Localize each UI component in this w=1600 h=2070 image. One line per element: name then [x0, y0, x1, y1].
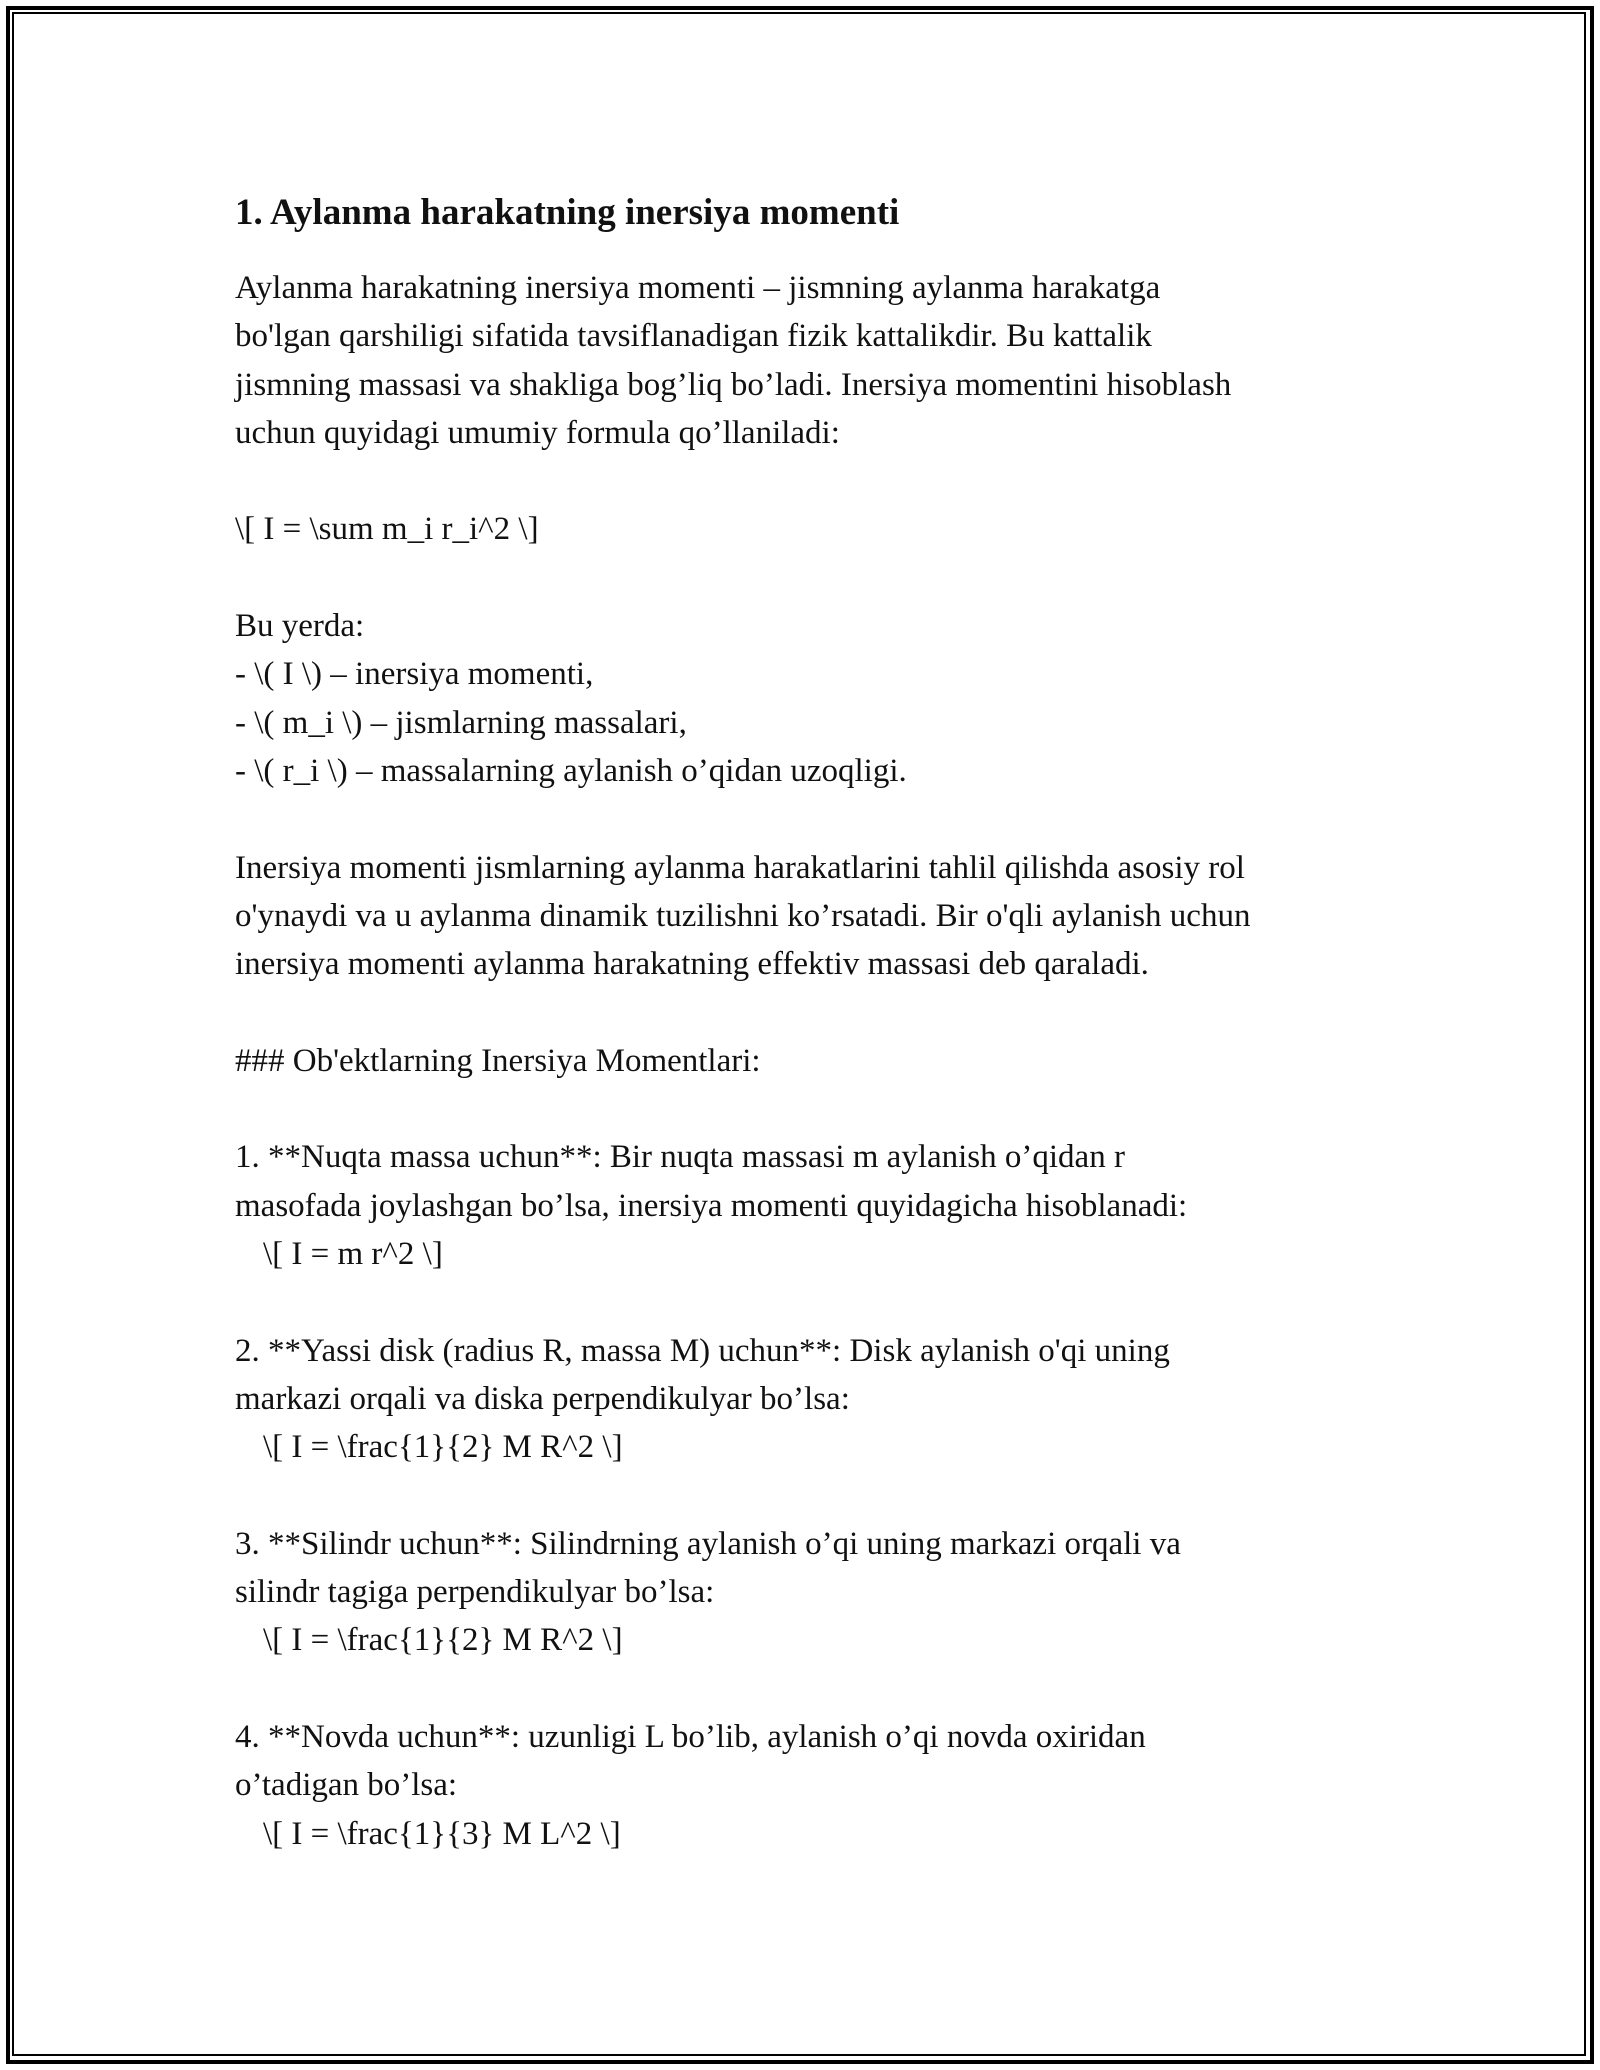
- page-title: 1. Aylanma harakatning inersiya momenti: [235, 192, 900, 233]
- list-item-cylinder: [235, 1520, 1375, 1665]
- intro-line: uchun quyidagi umumiy formula qo’llaniladi:: [235, 414, 840, 451]
- general-formula: \[ I = \sum m_i r_i^2 \]: [235, 511, 539, 548]
- paragraph-line: Inersiya momenti jismlarning aylanma harakatlarini tahlil qilishda asosiy rol: [235, 849, 1245, 886]
- list-item-point-mass: [235, 1133, 1375, 1278]
- list-item-line: 3. **Silindr uchun**: Silindrning aylanish o’qi uning markazi orqali va: [235, 1525, 1181, 1562]
- spacer: [235, 554, 1375, 602]
- intro-paragraph: [235, 264, 1375, 457]
- spacer: [235, 988, 1375, 1036]
- spacer: [235, 457, 1375, 505]
- spacer: [235, 1085, 1375, 1133]
- definition-item: - \( I \) – inersiya momenti,: [235, 656, 594, 693]
- list-item-line: markazi orqali va diska perpendikulyar bo’lsa:: [235, 1380, 850, 1417]
- intro-line: bo'lgan qarshiligi sifatida tavsiflanadigan fizik kattalikdir. Bu kattalik: [235, 318, 1152, 355]
- spacer: [235, 1278, 1375, 1326]
- definitions-block: [235, 602, 1375, 795]
- spacer: [235, 795, 1375, 843]
- list-item-line: 4. **Novda uchun**: uzunligi L bo’lib, aylanish o’qi novda oxiridan: [235, 1718, 1146, 1755]
- intro-line: Aylanma harakatning inersiya momenti – jismning aylanma harakatga: [235, 270, 1161, 306]
- spacer: [235, 1665, 1375, 1713]
- second-paragraph: [235, 844, 1375, 989]
- list-item-formula: \[ I = \frac{1}{2} M R^2 \]: [263, 1429, 623, 1466]
- list-item-flat-disk: [235, 1327, 1375, 1472]
- list-item-formula: \[ I = \frac{1}{2} M R^2 \]: [263, 1622, 623, 1659]
- section-heading: ### Ob'ektlarning Inersiya Momentlari:: [235, 1042, 761, 1079]
- definition-item: - \( m_i \) – jismlarning massalari,: [235, 704, 687, 741]
- list-item-formula: \[ I = \frac{1}{3} M L^2 \]: [263, 1815, 621, 1852]
- list-item-rod: [235, 1713, 1375, 1858]
- intro-line: jismning massasi va shakliga bog’liq bo’ladi. Inersiya momentini hisoblash: [235, 366, 1232, 403]
- definition-item: - \( r_i \) – massalarning aylanish o’qidan uzoqligi.: [235, 752, 907, 789]
- paragraph-line: o'ynaydi va u aylanma dinamik tuzilishni ko’rsatadi. Bir o'qli aylanish uchun: [235, 897, 1251, 934]
- paragraph-line: inersiya momenti aylanma harakatning effektiv massasi deb qaraladi.: [235, 946, 1149, 983]
- spacer: [235, 1471, 1375, 1519]
- where-label: Bu yerda:: [235, 608, 365, 645]
- list-item-line: o’tadigan bo’lsa:: [235, 1767, 458, 1804]
- list-item-formula: \[ I = m r^2 \]: [263, 1235, 443, 1272]
- list-item-line: 2. **Yassi disk (radius R, massa M) uchun**: Disk aylanish o'qi uning: [235, 1332, 1170, 1369]
- list-item-line: 1. **Nuqta massa uchun**: Bir nuqta massasi m aylanish o’qidan r: [235, 1139, 1125, 1176]
- document-body: [235, 188, 1375, 1858]
- list-item-line: silindr tagiga perpendikulyar bo’lsa:: [235, 1574, 715, 1611]
- list-item-line: masofada joylashgan bo’lsa, inersiya momenti quyidagicha hisoblanadi:: [235, 1187, 1188, 1224]
